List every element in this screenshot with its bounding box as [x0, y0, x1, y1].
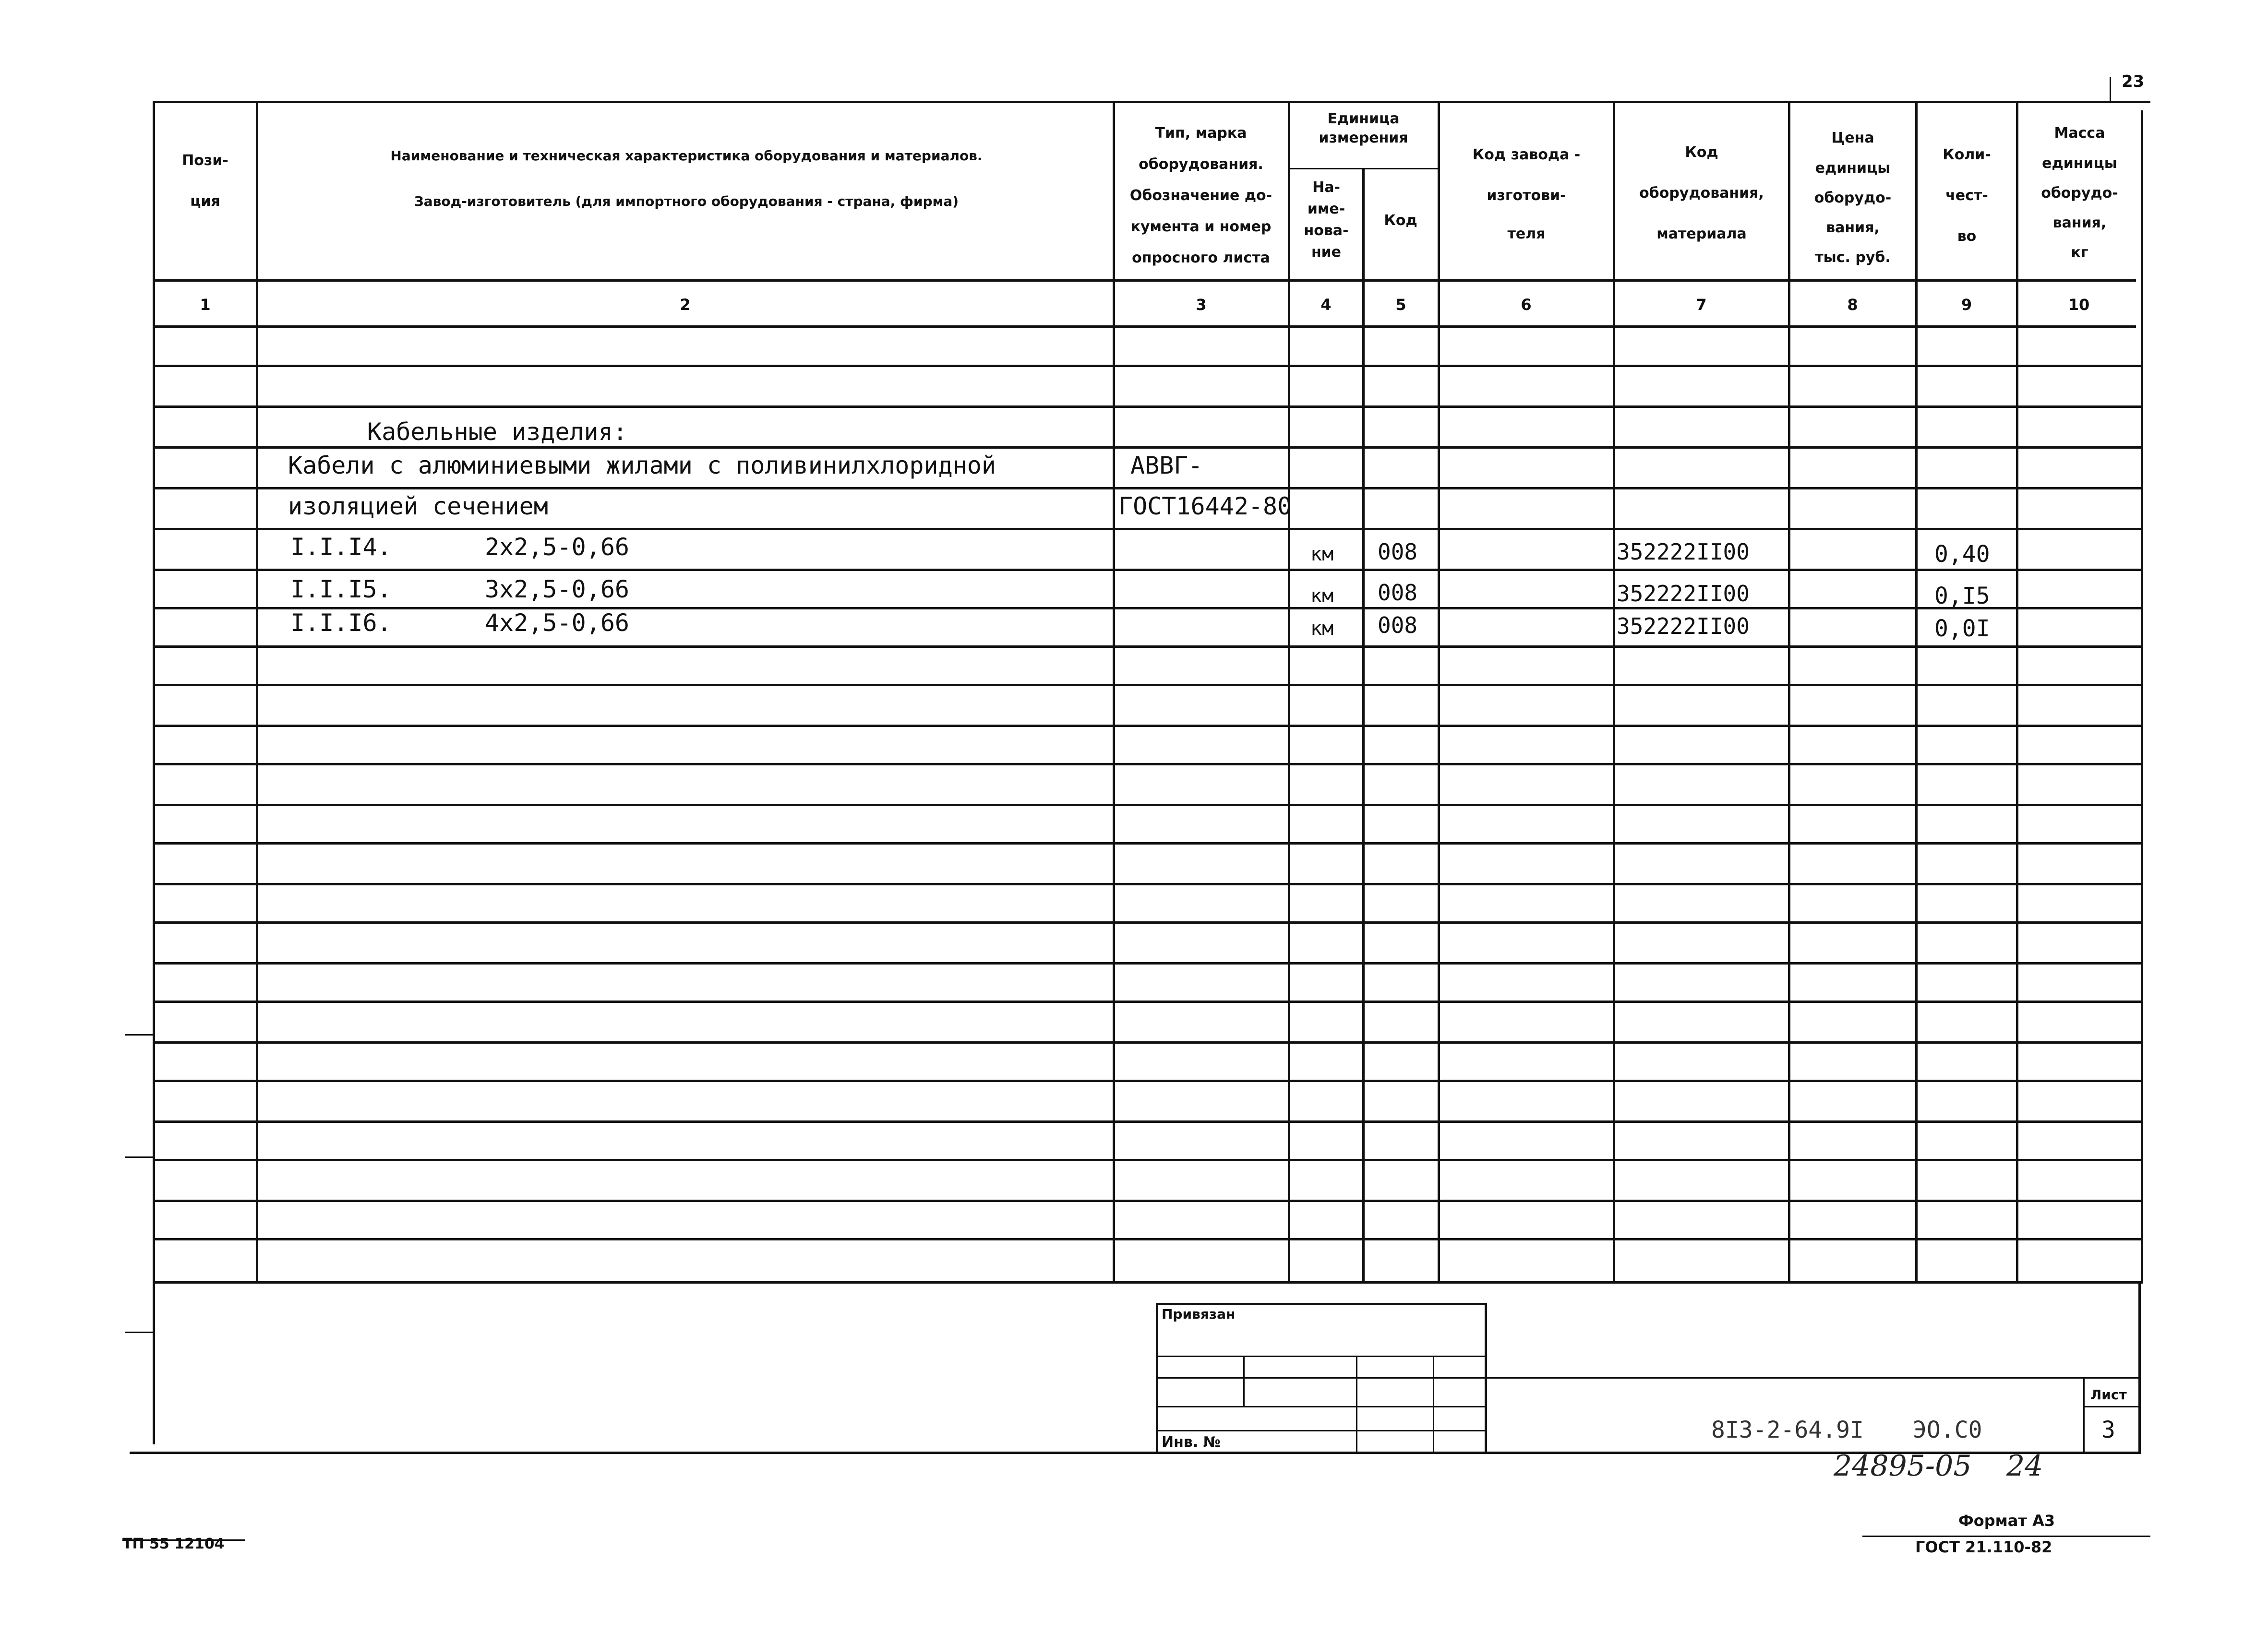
header-col10-line2: единицы: [2042, 155, 2117, 172]
document-code: 8I3-2-64.9I: [1711, 1417, 1864, 1443]
row-material-code: 352222II00: [1617, 613, 1750, 639]
table-row-line: [154, 1120, 2141, 1123]
table-row-line: [154, 1238, 2141, 1240]
footer-gost: ГОСТ 21.110-82: [1915, 1538, 2052, 1556]
column-number-7: 7: [1696, 296, 1707, 314]
header-col10-line5: кг: [2071, 244, 2088, 261]
table-row-line: [154, 1200, 2141, 1202]
header-col8-line1: Цена: [1831, 130, 1874, 146]
handwritten-page-number: 24: [2006, 1449, 2043, 1483]
column-number-1: 1: [200, 296, 211, 314]
header-col1-line2: ция: [190, 193, 220, 210]
row-position: I.I.I4.: [290, 533, 392, 561]
header-col7-line1: Код: [1685, 144, 1718, 161]
row-unit: км: [1310, 585, 1334, 607]
header-col1-line1: Пози-: [182, 152, 228, 169]
header-col7-line2: оборудования,: [1639, 185, 1764, 202]
table-row-line: [154, 804, 2141, 806]
header-col9-line3: во: [1957, 228, 1977, 245]
description-line1: Кабели с алюминиевыми жилами с поливинилхлоридной: [288, 452, 996, 479]
header-col3-line2: оборудования.: [1139, 156, 1263, 173]
footer-format: Формат А3: [1958, 1512, 2055, 1530]
row-unit-code: 008: [1378, 580, 1418, 606]
table-row-line: [154, 405, 2141, 408]
sheet-corner-number: 23: [2122, 72, 2145, 91]
handwritten-inventory-number: 24895-05: [1834, 1449, 1972, 1483]
table-row-line: [154, 607, 2141, 609]
type-line2: ГОСТ16442-80: [1118, 492, 1292, 520]
inventory-number-label: Инв. №: [1162, 1434, 1221, 1451]
header-col8-line5: тыс. руб.: [1815, 249, 1891, 266]
header-col8-line3: оборудо-: [1814, 190, 1892, 206]
table-row-line: [154, 684, 2141, 686]
header-col3-line5: опросного листа: [1132, 250, 1270, 266]
header-col8-line2: единицы: [1815, 160, 1891, 177]
sheet-label: Лист: [2090, 1387, 2127, 1403]
row-position: I.I.I6.: [290, 609, 392, 637]
table-row-line: [154, 842, 2141, 845]
section-title: Кабельные изделия:: [367, 418, 627, 446]
row-section: 3х2,5-0,66: [485, 575, 630, 603]
column-number-2: 2: [680, 296, 691, 314]
row-unit-code: 008: [1378, 612, 1418, 638]
table-row-line: [154, 365, 2141, 367]
column-number-9: 9: [1961, 296, 1972, 314]
table-row-line: [154, 1281, 2141, 1284]
document-suffix: ЭО.С0: [1913, 1417, 1982, 1443]
table-row-line: [154, 487, 2141, 489]
row-material-code: 352222II00: [1617, 581, 1750, 607]
table-row-line: [154, 1001, 2141, 1003]
header-col3-line4: кумента и номер: [1130, 218, 1272, 235]
row-position: I.I.I5.: [290, 575, 392, 603]
column-number-3: 3: [1196, 296, 1207, 314]
header-unit-line1: Единица: [1327, 110, 1400, 127]
row-quantity: 0,40: [1934, 541, 1990, 568]
header-col3-line3: Обозначение до-: [1129, 187, 1272, 204]
table-row-line: [154, 1041, 2141, 1044]
table-row-line: [154, 962, 2141, 965]
table-row-line: [154, 446, 2141, 449]
sheet-number: 3: [2101, 1417, 2115, 1443]
header-col7-line3: материала: [1656, 226, 1747, 242]
table-row-line: [154, 763, 2141, 765]
row-section: 2х2,5-0,66: [485, 533, 630, 561]
header-col4-line2: име-: [1307, 201, 1345, 217]
table-row-line: [154, 921, 2141, 924]
header-col8-line4: вания,: [1826, 219, 1880, 236]
header-col10-line4: вания,: [2052, 214, 2107, 231]
type-line1: АВВГ-: [1130, 452, 1203, 479]
column-number-10: 10: [2068, 296, 2090, 314]
table-row-line: [154, 1080, 2141, 1082]
header-col9-line2: чест-: [1945, 187, 1988, 204]
header-col5: Код: [1384, 212, 1417, 229]
header-col4-line1: На-: [1312, 179, 1340, 196]
column-number-5: 5: [1395, 296, 1406, 314]
column-number-6: 6: [1521, 296, 1532, 314]
header-col9-line1: Коли-: [1943, 146, 1991, 163]
row-unit: км: [1310, 618, 1334, 640]
header-col10-line3: оборудо-: [2041, 185, 2118, 202]
table-row-line: [154, 569, 2141, 571]
row-quantity: 0,0I: [1934, 615, 1990, 642]
header-col4-line4: ние: [1311, 244, 1342, 261]
table-row-line: [154, 645, 2141, 648]
table-row-line: [154, 1159, 2141, 1161]
row-section: 4х2,5-0,66: [485, 609, 630, 637]
row-unit: км: [1310, 543, 1334, 565]
row-quantity: 0,I5: [1934, 583, 1990, 609]
description-line2: изоляцией сечением: [288, 492, 548, 520]
column-number-8: 8: [1847, 296, 1858, 314]
privyazan-label: Привязан: [1162, 1306, 1236, 1322]
header-unit-line2: измерения: [1319, 130, 1408, 146]
table-row-line: [154, 528, 2141, 530]
row-material-code: 352222II00: [1617, 539, 1750, 565]
header-col10-line1: Масса: [2054, 125, 2105, 142]
header-col6-line1: Код завода -: [1472, 146, 1581, 163]
header-col3-line1: Тип, марка: [1155, 125, 1247, 142]
header-col6-line3: теля: [1507, 226, 1546, 242]
header-col6-line2: изготови-: [1487, 187, 1566, 204]
footer-left-code: ТП 55 12104: [122, 1536, 225, 1552]
table-row-line: [154, 883, 2141, 885]
header-col2-line2: Завод-изготовитель (для импортного оборудования - страна, фирма): [414, 193, 959, 209]
row-unit-code: 008: [1378, 539, 1418, 565]
header-col2-line1: Наименование и техническая характеристика оборудования и материалов.: [390, 148, 983, 164]
header-col4-line3: нова-: [1304, 222, 1349, 239]
table-row-line: [154, 725, 2141, 727]
column-number-4: 4: [1320, 296, 1332, 314]
